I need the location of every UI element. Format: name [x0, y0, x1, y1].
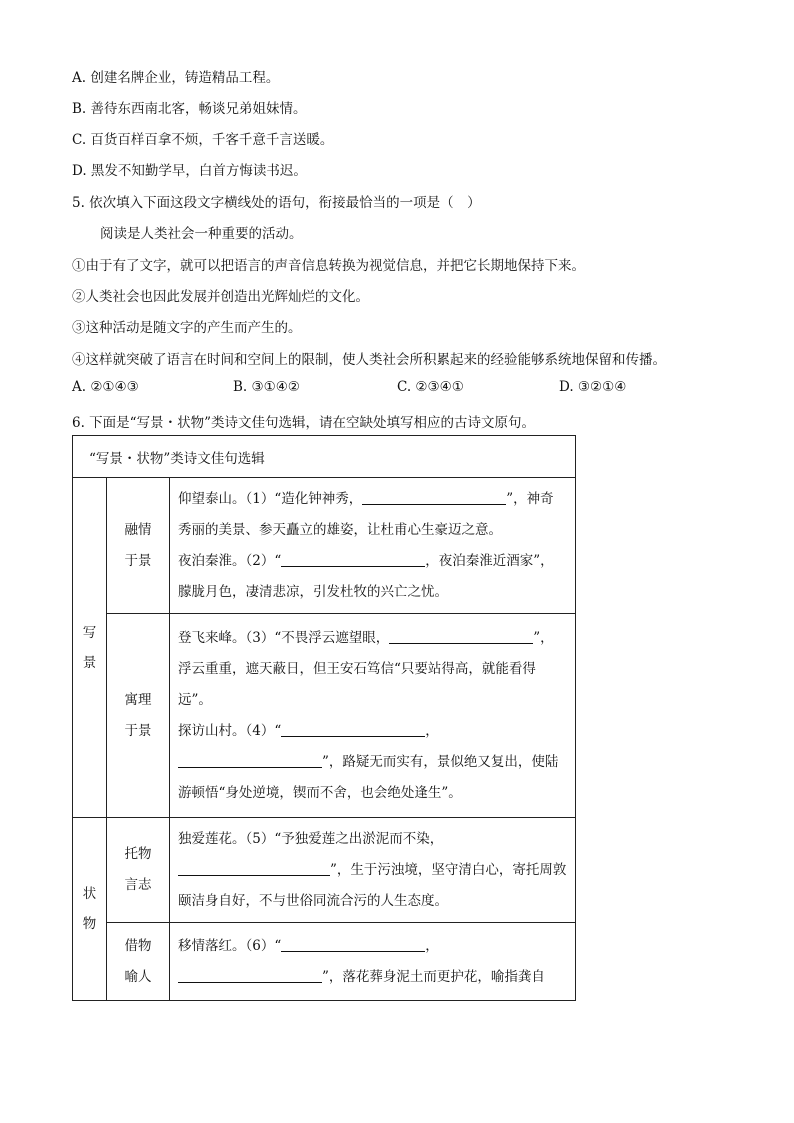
row-4-content: 移情落红。（6）“ ，”，落花葬身泥土而更护花，喻指龚自	[170, 923, 576, 1001]
blank-1[interactable]	[362, 490, 506, 505]
q5-choice-a[interactable]: A. ②①④③	[72, 379, 139, 395]
q5-sentence-4: ④这样就突破了语言在时间和空间上的限制，使人类社会所积累起来的经验能够系统地保留和传播。	[72, 352, 666, 368]
blank-6a[interactable]	[281, 937, 425, 952]
option-d: D. 黑发不知勤学早，白首方悔读书迟。	[72, 163, 307, 179]
category-ambition: 托物言志	[107, 818, 170, 923]
blank-5[interactable]	[178, 861, 330, 876]
blank-4a[interactable]	[281, 722, 425, 737]
q5-passage: 阅读是人类社会一种重要的活动。	[100, 226, 303, 242]
q5-sentence-2: ②人类社会也因此发展并创造出光辉灿烂的文化。	[72, 289, 369, 305]
category-emotion-in-scene: 融情于景	[107, 478, 170, 614]
blank-3[interactable]	[389, 629, 533, 644]
q5-sentence-3: ③这种活动是随文字的产生而产生的。	[72, 320, 302, 336]
option-c: C. 百货百样百拿不烦，千客千意千言送暖。	[72, 132, 334, 148]
option-b: B. 善待东西南北客，畅谈兄弟姐妹情。	[72, 101, 307, 117]
row-1-content: 仰望泰山。（1）“造化钟神秀， ”，神奇秀丽的美景、参天矗立的雄姿，让杜甫心生豪迈之意。 夜泊秦淮。（2）“ ，夜泊秦淮近酒家”，朦胧月色，凄清悲凉，引发杜牧的兴亡之忧。	[170, 478, 576, 614]
group-scenery: 写景	[73, 478, 107, 818]
blank-2[interactable]	[281, 552, 425, 567]
q6-stem: 6. 下面是“写景・状物”类诗文佳句选辑，请在空缺处填写相应的古诗文原句。	[72, 415, 535, 431]
q5-sentence-1: ①由于有了文字，就可以把语言的声音信息转换为视觉信息，并把它长期地保持下来。	[72, 258, 585, 274]
row-2-content: 登飞来峰。（3）“不畏浮云遮望眼， ”，浮云重重，遮天蔽日，但王安石笃信“只要站得高，就能看得远”。 探访山村。（4）“ ，”，路疑无而实有，景似绝又复出，使陆游顿悟“身处逆境，锲而不舍，也会绝处逢生”。	[170, 614, 576, 818]
row-3-content: 独爱莲花。（5）“予独爱莲之出淤泥而不染，”，生于污浊境，坚守清白心，寄托周敦颐洁身自好，不与世俗同流合污的人生态度。	[170, 818, 576, 923]
category-reason-in-scene: 寓理于景	[107, 614, 170, 818]
option-a: A. 创建名牌企业，铸造精品工程。	[72, 70, 280, 86]
q5-choice-b[interactable]: B. ③①④②	[233, 379, 300, 395]
group-objects: 状物	[73, 818, 107, 1001]
blank-4b[interactable]	[178, 753, 322, 768]
table-title: “写景・状物”类诗文佳句选辑	[73, 436, 576, 478]
blank-6b[interactable]	[178, 968, 322, 983]
anthology-table	[72, 435, 576, 1001]
category-metaphor: 借物喻人	[107, 923, 170, 1001]
q5-choice-c[interactable]: C. ②③④①	[397, 379, 464, 395]
q5-stem: 5. 依次填入下面这段文字横线处的语句，衔接最恰当的一项是（ ）	[72, 195, 481, 211]
q5-choice-d[interactable]: D. ③②①④	[559, 379, 627, 395]
q5-choices	[72, 379, 672, 399]
